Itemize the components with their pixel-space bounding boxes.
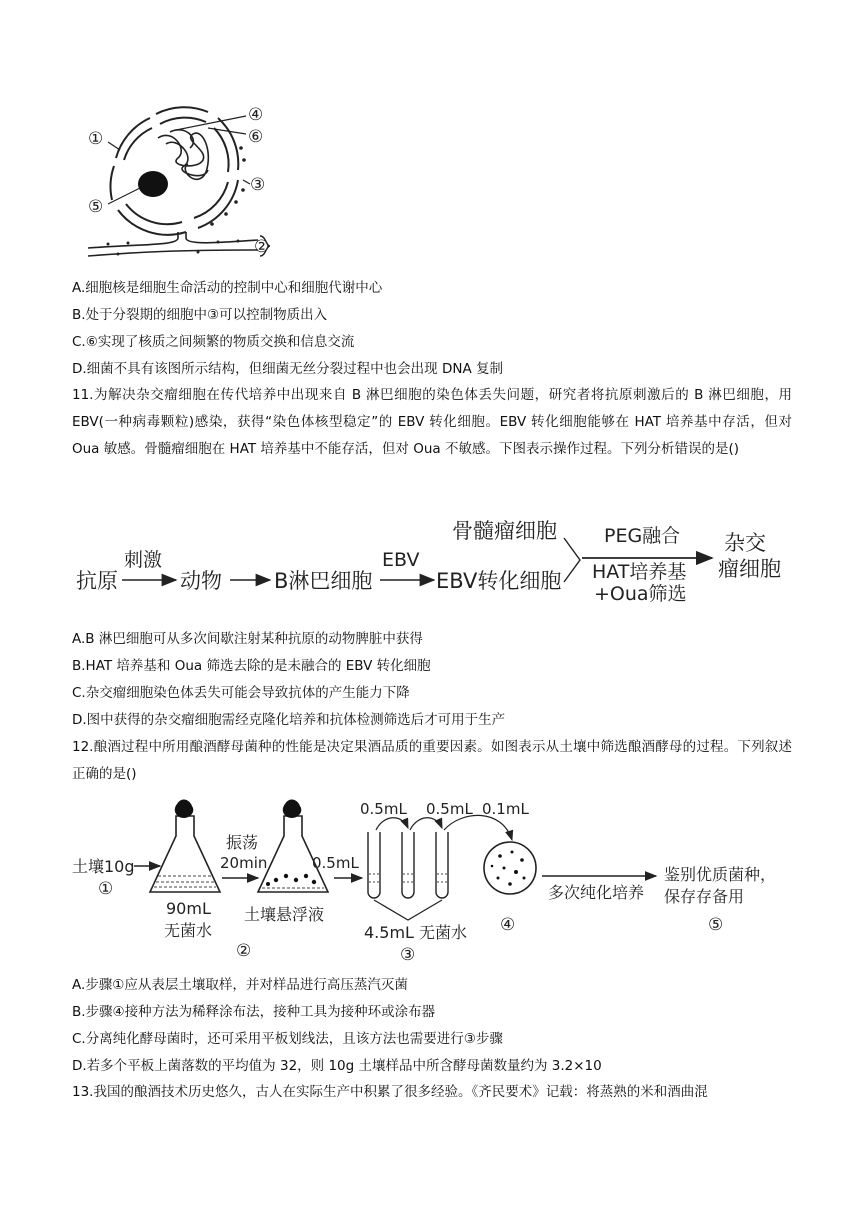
q12-option-a: A.步骤①应从表层土壤取样，并对样品进行高压蒸汽灭菌	[72, 977, 408, 993]
label-2: ②	[254, 237, 270, 257]
sterile-water-label: 无菌水	[164, 921, 213, 940]
antigen-label: 抗原	[76, 569, 118, 593]
suspension-label: 土壤悬浮液	[244, 905, 325, 924]
q11-option-d: D.图中获得的杂交瘤细胞需经克隆化培养和抗体检测筛选后才可用于生产	[72, 712, 506, 728]
q11-option-c: C.杂交瘤细胞染色体丢失可能会导致抗体的产生能力下降	[72, 685, 410, 701]
q12-option-d: D.若多个平板上菌落数的平均值为 32，则 10g 土壤样品中所含酵母菌数量约为 3.2×10	[72, 1058, 602, 1074]
b-cell-label: B淋巴细胞	[274, 569, 373, 593]
label-3: ③	[250, 175, 266, 195]
vol-05-a: 0.5mL	[312, 854, 359, 872]
vol-05-b: 0.5mL	[360, 800, 407, 818]
step3-label: ③	[400, 945, 416, 964]
q10-option-c: C.⑥实现了核质之间频繁的物质交换和信息交流	[72, 334, 355, 350]
q11-option-a: A.B 淋巴细胞可从多次间歇注射某种抗原的动物脾脏中获得	[72, 631, 423, 647]
q12-option-b: B.步骤④接种方法为稀释涂布法，接种工具为接种环或涂布器	[72, 1004, 436, 1020]
time-label: 20min	[220, 854, 268, 872]
oua-label: +Oua筛选	[594, 583, 687, 605]
q13-stem: 13.我国的酿酒技术历史悠久，古人在实际生产中积累了很多经验。《齐民要术》记载：将蒸熟的米和酒曲混	[72, 1084, 708, 1100]
ebv-label: EBV	[382, 549, 420, 571]
step5-label: ⑤	[708, 915, 724, 935]
soil-label: 土壤10g	[72, 857, 135, 876]
water90-label: 90mL	[166, 899, 211, 918]
vol-01: 0.1mL	[482, 800, 529, 818]
hybrid-label-2: 瘤细胞	[718, 557, 781, 581]
q10-option-d: D.细菌不具有该图所示结构，但细菌无丝分裂过程中也会出现 DNA 复制	[72, 361, 503, 377]
label-1: ①	[88, 129, 104, 149]
hat-label: HAT培养基	[592, 561, 687, 583]
water45-label: 4.5mL 无菌水	[364, 923, 468, 942]
step2-label: ②	[236, 941, 252, 961]
step4-label: ④	[500, 915, 516, 935]
label-5: ⑤	[88, 197, 104, 217]
shake-label: 振荡	[226, 833, 259, 852]
q11-stem: 11.为解决杂交瘤细胞在传代培养中出现来自 B 淋巴细胞的染色体丢失问题，研究者将抗原刺激后的 B 淋巴细胞，用 EBV(一种病毒颗粒)感染，获得“染色体核型稳定”的 EBV 转化细胞。EBV 转化细胞能够在 HAT 培养基中存活，但对 Oua 敏感。骨髓瘤细胞在 HAT 培养基中不能存活，但对 Oua 不敏感。下图表示操作过程。下列分析错误的是()	[72, 387, 792, 457]
hybridoma-flow-diagram	[72, 510, 792, 610]
q12-option-c: C.分离纯化酵母菌时，还可采用平板划线法，且该方法也需要进行③步骤	[72, 1031, 503, 1047]
q10-option-a: A.细胞核是细胞生命活动的控制中心和细胞代谢中心	[72, 280, 383, 296]
vol-05-c: 0.5mL	[426, 800, 473, 818]
cell-structure-figure	[78, 100, 278, 260]
q10-option-b: B.处于分裂期的细胞中③可以控制物质出入	[72, 307, 328, 323]
label-6: ⑥	[248, 127, 264, 147]
yeast-isolation-figure	[72, 796, 792, 964]
q11-option-b: B.HAT 培养基和 Oua 筛选去除的是未融合的 EBV 转化细胞	[72, 658, 431, 674]
peg-label: PEG融合	[604, 525, 681, 547]
animal-label: 动物	[180, 569, 222, 593]
identify-label-1: 鉴别优质菌种，	[664, 865, 777, 884]
stimulate-label: 刺激	[124, 549, 163, 571]
purify-label: 多次纯化培养	[548, 883, 645, 902]
step1-label: ①	[98, 879, 114, 899]
q12-stem: 12.酿酒过程中所用酿酒酵母菌种的性能是决定果酒品质的重要因素。如图表示从土壤中筛选酿酒酵母的过程。下列叙述正确的是()	[72, 739, 792, 782]
ebv-cell-label: EBV转化细胞	[436, 569, 562, 593]
identify-label-2: 保存存备用	[664, 887, 745, 906]
hybrid-label-1: 杂交	[724, 531, 766, 555]
label-4: ④	[248, 105, 264, 125]
myeloma-label: 骨髓瘤细胞	[452, 519, 557, 543]
